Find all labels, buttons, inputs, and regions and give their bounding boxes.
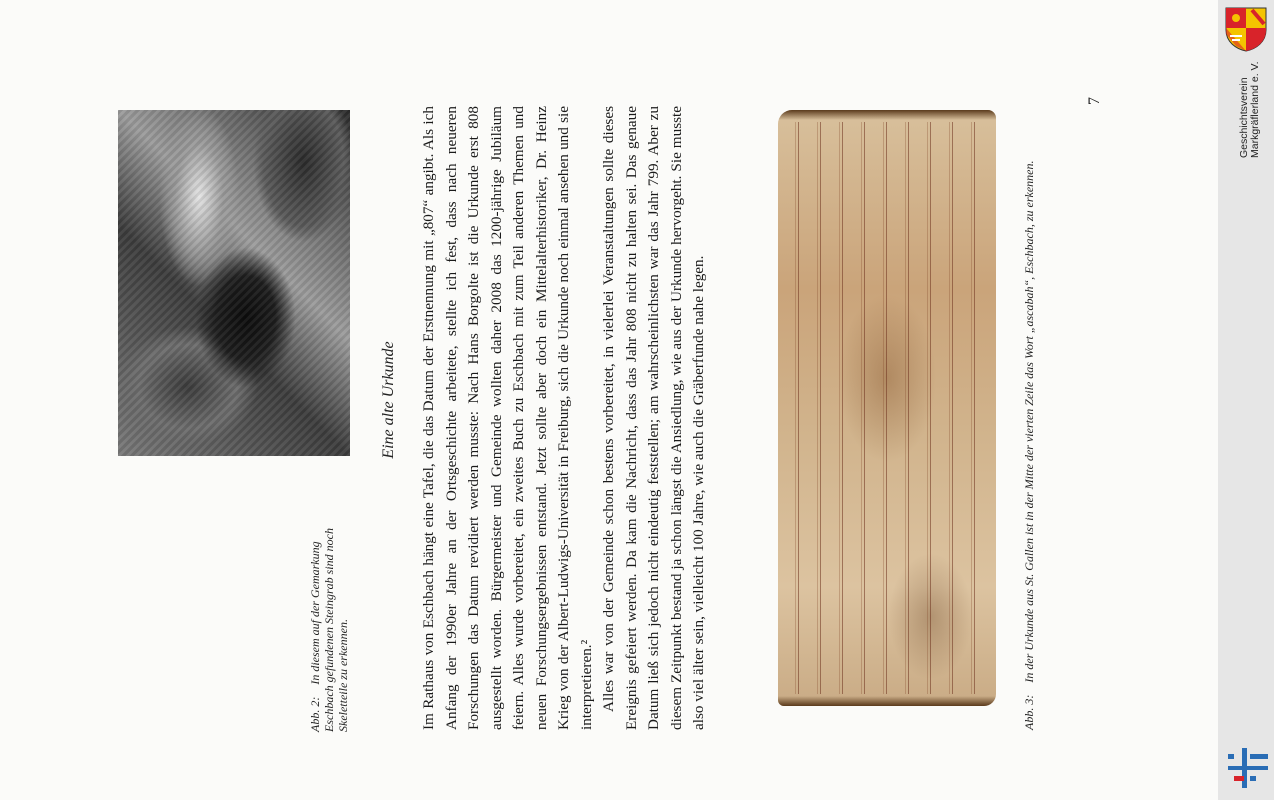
paragraph: Im Rathaus von Eschbach hängt eine Tafel, die das Datum der Erstnennung mit „807“ angibt. Als ich Anfang der 1990er Jahre an der Ortsgeschichte arbeitete, stellte ich fest, dass nach neueren Forschungen das Datum revidiert werden musste: Nach Hans Borgolte ist die Urkunde erst 808 ausgestellt worden. Bürgermeister und Gemeinde wollten daher 2008 das 1200-jährige Jubiläum feiern. Alles wurde vorbereitet, ein zweites Buch zu Eschbach mit zum Teil anderen Themen und neuen Forschungsergebnissen entstand. Jetzt sollte aber doch ein Mittelalterhistoriker, Dr. Heinz Krieg von der Albert-Ludwigs-Universität in Freiburg, sich die Urkunde noch einmal ansehen und sie interpretieren.²: [420, 106, 595, 730]
paragraph: Alles war von der Gemeinde schon bestens vorbereitet, in vielerlei Veranstaltungen sollte dieses Ereignis gefeiert werden. Da kam die Nachricht, dass das Jahr 808 nicht zu halten sei. Das genaue Datum ließ sich jedoch nicht eindeutig feststellen; am wahrscheinlichsten war das Jahr 799. Aber zu diesem Zeitpunkt bestand ja schon längst die Ansiedlung, wie aus der Urkunde hervorgeht. Sie musste also viel älter sein, vielleicht 100 Jahre, wie auch die Gräberfunde nahe legen.: [600, 106, 707, 730]
society-name-line1: Geschichtsverein: [1238, 77, 1250, 158]
caption-text: In der Urkunde aus St. Gallen ist in der Mitte der vierten Zeile das Wort „ascabah“, Eschbach, zu erkennen.: [1022, 160, 1036, 683]
charter-image: [778, 110, 996, 706]
charter-edge: [778, 696, 996, 706]
coat-of-arms-icon[interactable]: [1224, 6, 1268, 52]
society-name-line2: Markgräflerland e. V.: [1249, 61, 1261, 158]
charter-edge: [778, 110, 996, 120]
figure-2-caption: [308, 502, 350, 732]
section-heading: Eine alte Urkunde: [380, 341, 397, 459]
ub-freiburg-logo-icon[interactable]: [1226, 746, 1270, 790]
photo-texture: [118, 110, 350, 456]
figure-3-caption: [1022, 110, 1036, 730]
charter-script-lines: [788, 122, 986, 694]
society-name: [1239, 62, 1261, 159]
stone-grave-photo: [118, 110, 350, 456]
caption-label: Abb. 3:: [1022, 694, 1036, 730]
caption-label: Abb. 2:: [308, 696, 322, 732]
caption-text: In diesem auf der Gemarkung Eschbach gefundenen Steingrab sind noch Skeletteile zu erkennen.: [308, 528, 350, 732]
page-number: 7: [1086, 97, 1103, 105]
article-body: [418, 106, 711, 730]
